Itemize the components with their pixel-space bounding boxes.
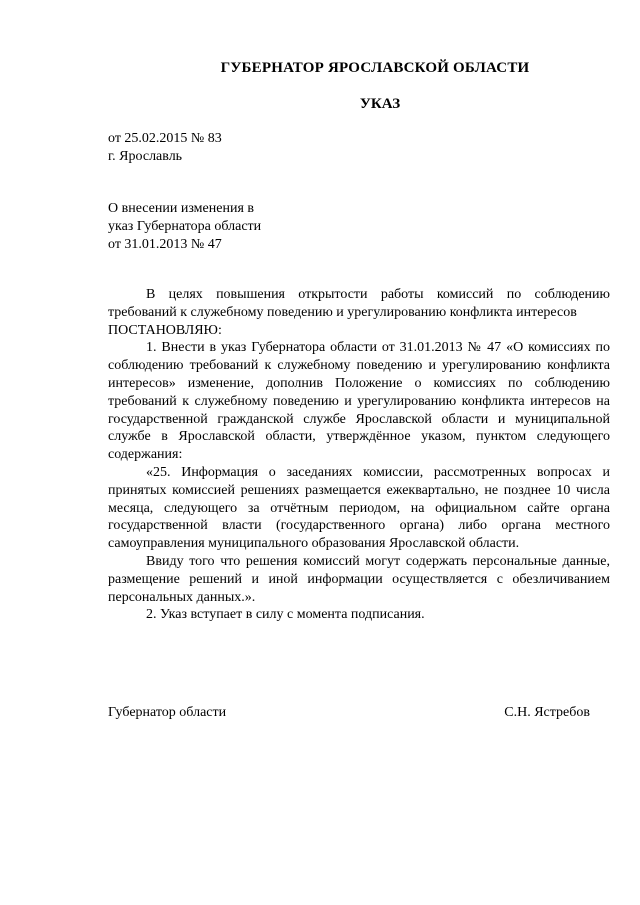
item-1-paragraph: 1. Внести в указ Губернатора области от 31.01.2013 № 47 «О комиссиях по соблюдению требований к служебному поведению и урегулированию конфликта интересов» изменение, дополнив Положение о комиссиях по соблюдению требований к служебному поведению и урегулированию конфликта интересов на государственной гражданской службе Ярославской области и муниципальной службе в Ярославской области, утверждённое указом, пунктом следующего содержания: (108, 340, 610, 463)
quote-paragraph-2: Ввиду того что решения комиссий могут содержать персональные данные, размещение решений и иной информации осуществляется с обезличиванием персональных данных.». (108, 553, 610, 605)
signature-block (108, 705, 590, 721)
subject-line-1: О внесении изменения в (108, 201, 254, 216)
document-type: УКАЗ (359, 96, 401, 112)
document-title: ГУБЕРНАТОР ЯРОСЛАВСКОЙ ОБЛАСТИ (220, 60, 530, 76)
document-body (108, 286, 610, 624)
date-number: от 25.02.2015 № 83 (108, 131, 222, 146)
signatory-name: С.Н. Ястребов (504, 705, 590, 720)
item-2-paragraph: 2. Указ вступает в силу с момента подписания. (146, 607, 425, 623)
subject-line-2: указ Губернатора области (108, 219, 262, 234)
subject-line-3: от 31.01.2013 № 47 (108, 237, 222, 252)
signatory-position: Губернатор области (108, 705, 227, 720)
document-subject (108, 200, 261, 254)
quote-paragraph-1: «25. Информация о заседаниях комиссии, рассмотренных вопросах и принятых комиссией решениях размещается ежеквартально, не позднее 10 числа месяца, следующего за отчётным периодом, на официальном сайте органа государственной власти (государственного органа) либо органа местного самоуправления муниципального образования Ярославской области. (108, 464, 610, 552)
preamble-paragraph: В целях повышения открытости работы комиссий по соблюдению требований к служебному поведению и урегулированию конфликта интересов (108, 287, 610, 320)
city: г. Ярославль (108, 149, 183, 164)
document-meta (108, 130, 222, 166)
decree-word: ПОСТАНОВЛЯЮ: (108, 322, 222, 338)
